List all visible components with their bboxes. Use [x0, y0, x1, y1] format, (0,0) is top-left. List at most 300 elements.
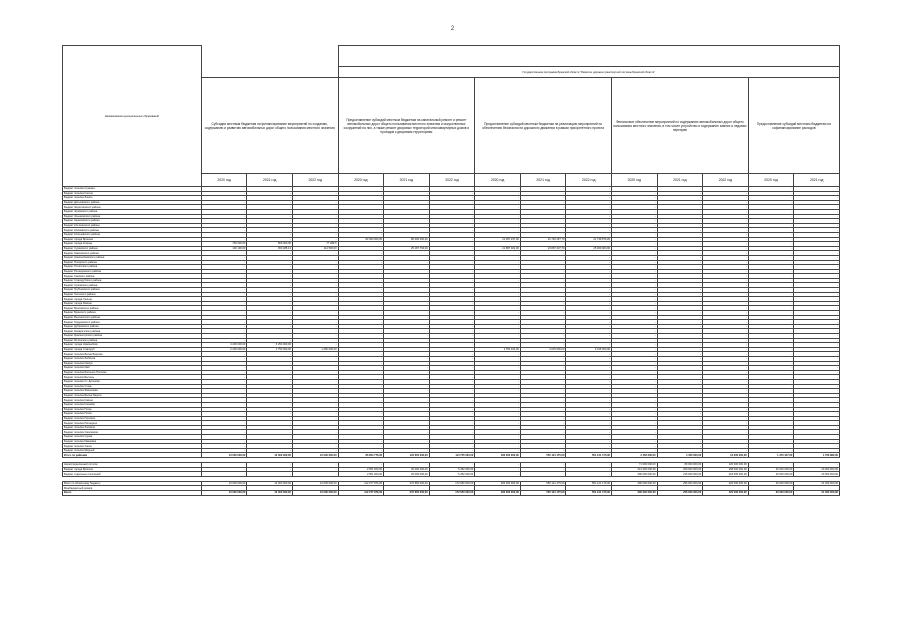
amount-cell: - [657, 393, 703, 398]
amount-cell: - [794, 237, 840, 242]
amount-cell: - [748, 187, 794, 192]
amount-cell: - [703, 338, 749, 343]
amount-cell: - [612, 324, 658, 329]
amount-cell: - [657, 278, 703, 283]
amount-cell: - [520, 421, 566, 426]
amount-cell: - [384, 352, 430, 357]
amount-cell: - [703, 251, 749, 256]
amount-cell: - [612, 379, 658, 384]
amount-cell: - [794, 430, 840, 435]
municipality-name: Бюджет города Стародуб [63, 347, 202, 352]
amount-cell: - [338, 402, 384, 407]
amount-cell: - [338, 311, 384, 316]
amount-cell: - [748, 329, 794, 334]
amount-cell: - [338, 283, 384, 288]
amount-cell: - [247, 228, 293, 233]
amount-cell: - [748, 412, 794, 417]
amount-cell: - [657, 352, 703, 357]
amount-cell: - [338, 255, 384, 260]
amount-cell: - [520, 214, 566, 219]
amount-cell: - [566, 352, 612, 357]
amount-cell: - [247, 370, 293, 375]
amount-cell: - [201, 205, 247, 210]
amount-cell: - [748, 444, 794, 449]
amount-cell: - [247, 214, 293, 219]
amount-cell: - [475, 269, 521, 274]
amount-cell: - [429, 435, 475, 440]
amount-cell: 77 489,5 [292, 242, 338, 247]
amount-cell: - [292, 463, 338, 468]
amount-cell: 3 015 000,00 [566, 347, 612, 352]
amount-cell: - [703, 223, 749, 228]
amount-cell: - [748, 283, 794, 288]
amount-cell: - [338, 191, 384, 196]
amount-cell: 482 000 000,00 [475, 491, 521, 496]
amount-cell: - [657, 200, 703, 205]
amount-cell: - [566, 292, 612, 297]
amount-cell: - [292, 343, 338, 348]
amount-cell: - [429, 402, 475, 407]
amount-cell: - [338, 242, 384, 247]
amount-cell: 26 000 000,00 [384, 467, 430, 472]
amount-cell: - [201, 283, 247, 288]
municipality-name: Бюджет поселка Старь [63, 384, 202, 389]
amount-cell: 20 000 000,00 [748, 491, 794, 496]
amount-cell: - [657, 297, 703, 302]
amount-cell: - [657, 421, 703, 426]
amount-cell: - [201, 315, 247, 320]
amount-cell: - [612, 398, 658, 403]
amount-cell: - [429, 196, 475, 201]
amount-cell: - [338, 306, 384, 311]
municipality-name: Бюджет Клетнянского района [63, 223, 202, 228]
amount-cell: - [429, 320, 475, 325]
amount-cell: - [566, 320, 612, 325]
amount-cell: - [384, 278, 430, 283]
amount-cell: - [247, 297, 293, 302]
amount-cell: - [475, 389, 521, 394]
amount-cell: - [429, 228, 475, 233]
amount-cell: - [612, 334, 658, 339]
amount-cell: - [338, 228, 384, 233]
amount-cell: - [384, 315, 430, 320]
amount-cell: - [748, 288, 794, 293]
amount-cell: 12 000 000,00 [292, 453, 338, 458]
amount-cell: - [748, 421, 794, 426]
amount-cell: - [338, 334, 384, 339]
amount-cell: - [612, 251, 658, 256]
amount-cell: - [657, 219, 703, 224]
amount-cell: 10 000 000,00 [201, 491, 247, 496]
amount-cell: - [703, 311, 749, 316]
amount-cell: 2 651 000,00 [338, 472, 384, 477]
amount-cell: 1 250 000,00 [292, 347, 338, 352]
amount-cell: - [566, 416, 612, 421]
amount-cell: - [566, 219, 612, 224]
budget-table-sheet [62, 45, 840, 573]
amount-cell: - [247, 472, 293, 477]
amount-cell: - [247, 334, 293, 339]
amount-cell: - [384, 370, 430, 375]
amount-cell: - [566, 269, 612, 274]
amount-cell: - [612, 237, 658, 242]
amount-cell: - [566, 430, 612, 435]
amount-cell: - [566, 214, 612, 219]
amount-cell: - [612, 320, 658, 325]
amount-cell: 172 650 000,00 [429, 491, 475, 496]
amount-cell: - [475, 320, 521, 325]
amount-cell: - [657, 292, 703, 297]
amount-cell: - [520, 356, 566, 361]
amount-cell: - [794, 444, 840, 449]
amount-cell: - [748, 251, 794, 256]
amount-cell: - [384, 334, 430, 339]
municipality-name: Бюджет поселка Ивот [63, 366, 202, 371]
amount-cell: - [429, 297, 475, 302]
amount-cell: - [292, 356, 338, 361]
amount-cell: - [520, 297, 566, 302]
amount-cell: - [247, 187, 293, 192]
amount-cell: - [338, 448, 384, 453]
amount-cell: - [429, 265, 475, 270]
amount-cell: - [292, 301, 338, 306]
municipality-name: Бюджет Брянского района [63, 311, 202, 316]
amount-cell: - [657, 237, 703, 242]
amount-cell: - [292, 265, 338, 270]
amount-cell: - [566, 361, 612, 366]
amount-cell: 71 000 000,00 [612, 463, 658, 468]
amount-cell: 2 750 100,00 [475, 347, 521, 352]
amount-cell: - [794, 352, 840, 357]
amount-cell: - [247, 412, 293, 417]
amount-cell: - [247, 375, 293, 380]
municipality-name: Бюджет Суземского района [63, 283, 202, 288]
amount-cell: - [338, 297, 384, 302]
amount-cell: - [794, 255, 840, 260]
amount-cell: - [292, 232, 338, 237]
municipality-name: Бюджет поселка Мирный [63, 448, 202, 453]
amount-cell: - [292, 444, 338, 449]
amount-cell: - [429, 278, 475, 283]
amount-cell: - [292, 324, 338, 329]
amount-cell: - [247, 379, 293, 384]
amount-cell: - [384, 416, 430, 421]
amount-cell: - [292, 338, 338, 343]
amount-cell: - [475, 187, 521, 192]
amount-cell: - [201, 237, 247, 242]
amount-cell: - [566, 324, 612, 329]
amount-cell: - [292, 435, 338, 440]
amount-cell: - [657, 416, 703, 421]
amount-cell: - [703, 352, 749, 357]
amount-cell: - [520, 430, 566, 435]
amount-cell: - [703, 214, 749, 219]
amount-cell: - [429, 214, 475, 219]
amount-cell: - [384, 242, 430, 247]
amount-cell: - [247, 200, 293, 205]
amount-cell: - [748, 209, 794, 214]
amount-cell: - [748, 356, 794, 361]
amount-cell: - [384, 288, 430, 293]
amount-cell: - [520, 439, 566, 444]
amount-cell: - [703, 324, 749, 329]
amount-cell: - [292, 421, 338, 426]
amount-cell: - [520, 191, 566, 196]
amount-cell: - [247, 301, 293, 306]
amount-cell: - [657, 444, 703, 449]
municipality-name: Бюджет Красногорского района [63, 334, 202, 339]
amount-cell: - [475, 361, 521, 366]
amount-cell: - [429, 430, 475, 435]
program-title: Государственная программа Брянской области "Развитие дорожно-транспортной системы Брянской области" [338, 67, 839, 78]
municipality-name: Бюджет поселка Унеча [63, 444, 202, 449]
amount-cell: - [703, 292, 749, 297]
year-header: 2020 год [612, 174, 658, 187]
amount-cell: - [748, 393, 794, 398]
amount-cell: - [566, 343, 612, 348]
amount-cell: - [748, 260, 794, 265]
amount-cell: - [429, 421, 475, 426]
amount-cell: - [292, 389, 338, 394]
desc-col-2: Предоставление субсидий местным бюджетам на капитальный ремонт и ремонт автомобильных дорог общего пользования местного значения и искусственных сооружений на них, а также ремонт дворовых территорий многоквартирных домов и проездов к дворовым территориям [338, 78, 475, 174]
amount-cell: - [657, 242, 703, 247]
amount-cell: 26 000 000,00 [384, 472, 430, 477]
amount-cell: - [201, 228, 247, 233]
amount-cell: - [475, 430, 521, 435]
year-header: 2022 год [566, 174, 612, 187]
municipality-name: Бюджет Погарского района [63, 260, 202, 265]
amount-cell: 21 000 000,00 [794, 491, 840, 496]
amount-cell: 425 000 000,00 [703, 491, 749, 496]
amount-cell: 1 750 000,00 [247, 347, 293, 352]
amount-cell: - [475, 191, 521, 196]
amount-cell: - [292, 402, 338, 407]
amount-cell: - [794, 306, 840, 311]
amount-cell: - [657, 324, 703, 329]
amount-cell: - [703, 389, 749, 394]
amount-cell: - [566, 228, 612, 233]
amount-cell: - [612, 352, 658, 357]
amount-cell: 20 000 000,00 [748, 472, 794, 477]
amount-cell: - [338, 393, 384, 398]
amount-cell: - [520, 361, 566, 366]
amount-cell: - [247, 191, 293, 196]
amount-cell: 1 763 882,00 [794, 453, 840, 458]
header-row-top [63, 46, 840, 67]
amount-cell: - [247, 232, 293, 237]
year-header: 2021 год [247, 174, 293, 187]
amount-cell: - [247, 402, 293, 407]
amount-cell: - [612, 384, 658, 389]
amount-cell: 256 000 000,00 [657, 481, 703, 486]
amount-cell: - [703, 209, 749, 214]
amount-cell: - [384, 187, 430, 192]
amount-cell: - [703, 370, 749, 375]
amount-cell: - [429, 412, 475, 417]
amount-cell: - [247, 463, 293, 468]
amount-cell: - [703, 260, 749, 265]
year-header: 2021 год [520, 174, 566, 187]
amount-cell: 12 000 000,00 [292, 481, 338, 486]
amount-cell: - [520, 444, 566, 449]
amount-cell: - [292, 191, 338, 196]
amount-cell: - [703, 301, 749, 306]
amount-cell: - [794, 191, 840, 196]
amount-cell: - [748, 435, 794, 440]
amount-cell: - [520, 265, 566, 270]
amount-cell: - [201, 407, 247, 412]
amount-cell: - [748, 306, 794, 311]
amount-cell: - [612, 329, 658, 334]
amount-cell: - [612, 297, 658, 302]
amount-cell: - [247, 421, 293, 426]
amount-cell: - [520, 467, 566, 472]
amount-cell: - [201, 421, 247, 426]
amount-cell: - [384, 301, 430, 306]
amount-cell: - [657, 343, 703, 348]
amount-cell: - [338, 265, 384, 270]
year-header: 2021 год [384, 174, 430, 187]
amount-cell: - [475, 329, 521, 334]
amount-cell: - [475, 292, 521, 297]
amount-cell: - [475, 278, 521, 283]
amount-cell: 12 000 000,00 [247, 491, 293, 496]
amount-cell: - [475, 283, 521, 288]
amount-cell: - [657, 389, 703, 394]
amount-cell: - [292, 407, 338, 412]
amount-cell: - [748, 402, 794, 407]
amount-cell: - [703, 448, 749, 453]
amount-cell: - [612, 370, 658, 375]
amount-cell: - [429, 292, 475, 297]
amount-cell: 550 121 175,00 [520, 491, 566, 496]
amount-cell: - [566, 315, 612, 320]
amount-cell: - [703, 416, 749, 421]
amount-cell: - [292, 366, 338, 371]
municipality-name: Бюджет поселка Navlya [63, 361, 202, 366]
amount-cell: - [247, 251, 293, 256]
municipality-name: Бюджет поселка Любохна [63, 356, 202, 361]
amount-cell: - [201, 366, 247, 371]
amount-cell: - [520, 366, 566, 371]
amount-cell: - [475, 352, 521, 357]
amount-cell: - [657, 320, 703, 325]
amount-cell: - [520, 205, 566, 210]
amount-cell: - [292, 306, 338, 311]
municipality-name: Бюджет поселка Фаянсовая [63, 389, 202, 394]
amount-cell: - [429, 255, 475, 260]
amount-cell: - [612, 338, 658, 343]
amount-cell: - [429, 205, 475, 210]
amount-cell: - [612, 209, 658, 214]
amount-cell: - [292, 200, 338, 205]
amount-cell: - [703, 187, 749, 192]
amount-cell: - [566, 297, 612, 302]
amount-cell: - [292, 292, 338, 297]
amount-cell: - [566, 255, 612, 260]
amount-cell: - [748, 338, 794, 343]
amount-cell: - [201, 472, 247, 477]
amount-cell: 86 854 776,00 [338, 453, 384, 458]
amount-cell: - [657, 338, 703, 343]
amount-cell: - [292, 375, 338, 380]
municipality-name: Бюджет Дятьковского района [63, 200, 202, 205]
amount-cell: - [657, 255, 703, 260]
amount-cell: - [794, 324, 840, 329]
municipality-name: Бюджет поселка Климово [63, 402, 202, 407]
amount-cell: - [429, 260, 475, 265]
amount-cell: - [520, 242, 566, 247]
amount-cell: - [794, 228, 840, 233]
amount-cell: - [429, 352, 475, 357]
amount-cell: 10 000 000,00 [201, 453, 247, 458]
amount-cell: - [338, 205, 384, 210]
amount-cell: - [201, 379, 247, 384]
amount-cell: - [338, 412, 384, 417]
amount-cell: - [475, 343, 521, 348]
amount-cell: - [475, 297, 521, 302]
amount-cell: - [384, 435, 430, 440]
amount-cell: - [292, 283, 338, 288]
amount-cell: - [201, 370, 247, 375]
amount-cell: - [429, 219, 475, 224]
amount-cell: - [384, 398, 430, 403]
amount-cell: - [201, 214, 247, 219]
amount-cell: 10 000 000,00 [201, 481, 247, 486]
amount-cell: - [429, 463, 475, 468]
amount-cell: - [201, 463, 247, 468]
amount-cell: - [612, 421, 658, 426]
municipality-name: Бюджет Севского района [63, 274, 202, 279]
amount-cell: - [520, 463, 566, 468]
amount-cell: - [794, 214, 840, 219]
amount-cell: - [201, 448, 247, 453]
amount-cell: - [292, 274, 338, 279]
amount-cell: - [657, 398, 703, 403]
amount-cell: - [612, 214, 658, 219]
amount-cell: - [201, 260, 247, 265]
amount-cell: - [794, 435, 840, 440]
amount-cell: - [338, 209, 384, 214]
municipality-name: Бюджет Климовского района [63, 228, 202, 233]
amount-cell: - [384, 306, 430, 311]
amount-cell: - [247, 255, 293, 260]
amount-cell: - [657, 356, 703, 361]
amount-cell: - [566, 398, 612, 403]
amount-cell: - [475, 412, 521, 417]
amount-cell: - [748, 324, 794, 329]
amount-cell: - [520, 352, 566, 357]
amount-cell: - [748, 265, 794, 270]
amount-cell: - [429, 379, 475, 384]
municipality-name: Бюджет Суражского района [63, 246, 202, 251]
amount-cell: - [292, 260, 338, 265]
amount-cell: - [612, 389, 658, 394]
amount-cell: - [201, 338, 247, 343]
amount-cell: - [384, 430, 430, 435]
amount-cell: - [247, 283, 293, 288]
amount-cell: - [475, 232, 521, 237]
amount-cell: - [612, 301, 658, 306]
amount-cell: - [201, 320, 247, 325]
amount-cell: - [612, 425, 658, 430]
amount-cell: 216 000 000,00 [657, 472, 703, 477]
amount-cell: - [247, 448, 293, 453]
municipality-name: Бюджет Трубчевского района [63, 288, 202, 293]
amount-cell: - [612, 347, 658, 352]
amount-cell: 256 000 000,00 [657, 491, 703, 496]
amount-cell: - [475, 200, 521, 205]
